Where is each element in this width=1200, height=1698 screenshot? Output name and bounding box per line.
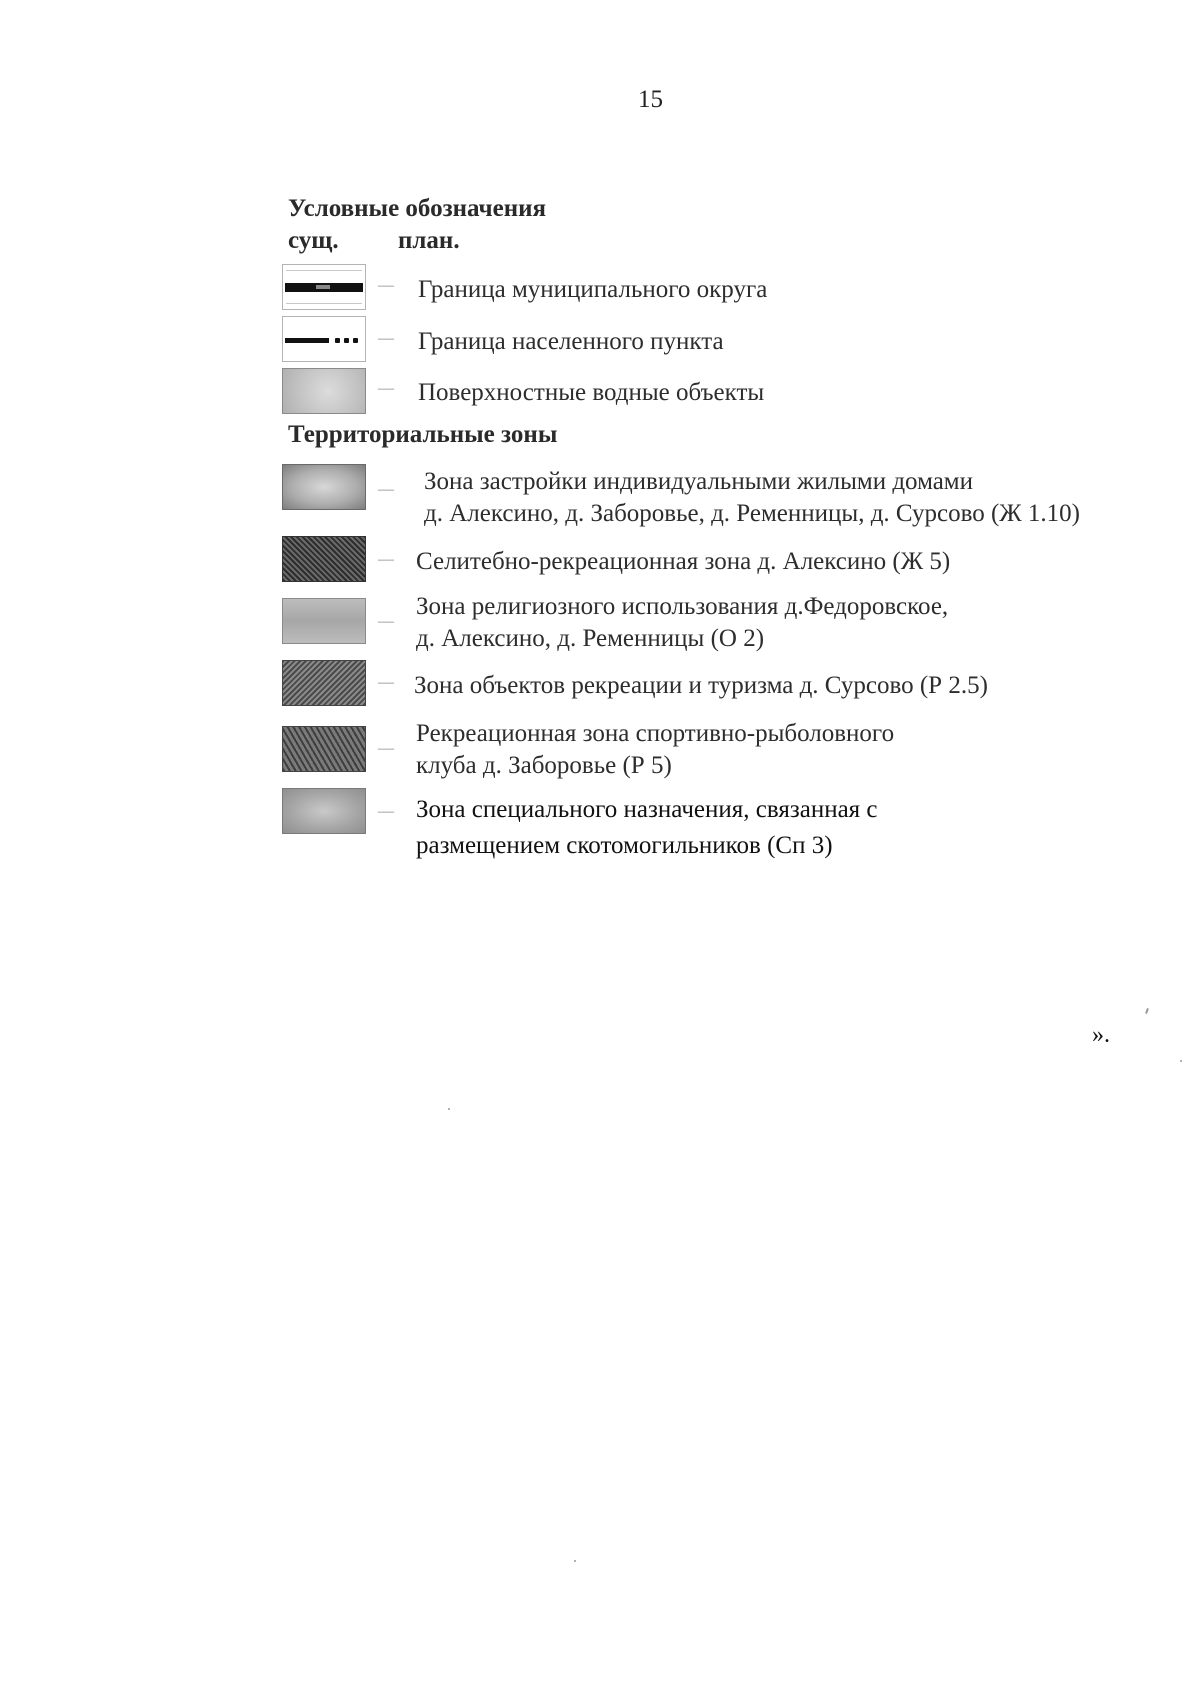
zone-zh110-label-line2: д. Алексино, д. Заборовье, д. Ременницы, д. Сурсово (Ж 1.10): [424, 500, 1081, 527]
settlement-boundary-swatch-icon: [282, 316, 366, 362]
zone-r5-label-line1: Рекреационная зона спортивно-рыболовного: [416, 720, 895, 747]
legend-label-settlement-boundary: Граница населенного пункта: [418, 328, 724, 355]
zones-heading: Территориальные зоны: [288, 421, 558, 448]
zone-r25-swatch-icon: [282, 660, 366, 706]
legend-dash: —: [378, 740, 393, 757]
zone-o2-label-line2: д. Алексино, д. Ременницы (О 2): [416, 625, 765, 652]
zone-sp3-swatch-icon: [282, 788, 366, 834]
zone-r5-label-line2: клуба д. Заборовье (Р 5): [416, 752, 672, 779]
legend-dash: —: [378, 330, 393, 347]
legend-label-water-bodies: Поверхностные водные объекты: [418, 379, 765, 406]
zone-r5-swatch-icon: [282, 726, 366, 772]
zone-zh110-label-line1: Зона застройки индивидуальными жилыми домами: [424, 468, 974, 495]
scan-speck: [448, 1108, 450, 1110]
legend-dash: —: [378, 481, 393, 498]
legend-dash: —: [378, 674, 393, 691]
zone-o2-label-line1: Зона религиозного использования д.Федоровское,: [416, 593, 949, 620]
legend-dash: —: [378, 551, 393, 568]
legend-dash: —: [378, 613, 393, 630]
legend-dash: —: [378, 803, 393, 820]
zone-sp3-label-line1: Зона специального назначения, связанная с: [416, 796, 878, 823]
legend-dash: —: [378, 380, 393, 397]
legend-dash: —: [378, 277, 393, 294]
zone-zh5-swatch-icon: [282, 536, 366, 582]
legend-title: Условные обозначения: [288, 195, 547, 222]
page-number: 15: [638, 86, 663, 113]
legend-column-existing: сущ.: [288, 227, 339, 254]
zone-zh5-label: Селитебно-рекреационная зона д. Алексино (Ж 5): [416, 548, 951, 575]
zone-r25-label: Зона объектов рекреации и туризма д. Сурсово (Р 2.5): [414, 672, 988, 699]
scan-speck: [1180, 1060, 1182, 1062]
scan-speck: [574, 1560, 576, 1562]
closing-quote-mark: ».: [1092, 1022, 1110, 1048]
municipal-boundary-swatch-icon: [282, 264, 366, 310]
zone-sp3-label-line2: размещением скотомогильников (Сп 3): [416, 832, 833, 859]
scan-speck: [1145, 1008, 1149, 1014]
zone-o2-swatch-icon: [282, 598, 366, 644]
legend-column-planned: план.: [398, 227, 460, 254]
zone-zh110-swatch-icon: [282, 464, 366, 510]
legend-label-municipal-boundary: Граница муниципального округа: [418, 276, 768, 303]
water-bodies-swatch-icon: [282, 368, 366, 414]
